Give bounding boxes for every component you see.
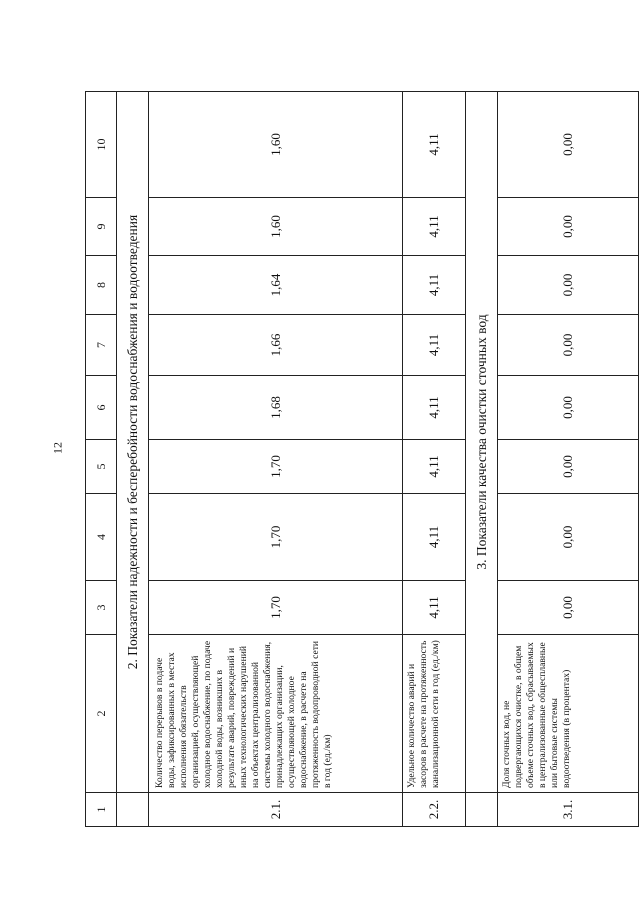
row-value: 0,00: [498, 376, 639, 440]
row-value: 4,11: [403, 256, 466, 315]
column-header: 10: [86, 92, 117, 198]
row-description: Удельное количество аварий и засоров в расчете на протяженность канализационной сети в год (ед./км): [403, 635, 466, 793]
section-row: [117, 92, 149, 827]
column-header: 8: [86, 256, 117, 315]
column-header: 2: [86, 635, 117, 793]
row-value: 1,70: [149, 581, 403, 635]
row-value: 0,00: [498, 198, 639, 256]
row-value: 1,66: [149, 315, 403, 376]
column-header: 7: [86, 315, 117, 376]
table-row: [403, 92, 466, 827]
column-header: 4: [86, 494, 117, 581]
table-row: [149, 92, 403, 827]
row-value: 4,11: [403, 494, 466, 581]
row-value: 4,11: [403, 376, 466, 440]
row-value: 1,68: [149, 376, 403, 440]
section-title: 3. Показатели качества очистки сточных вод: [466, 92, 498, 793]
column-header: 9: [86, 198, 117, 256]
row-value: 0,00: [498, 256, 639, 315]
page-number: 12: [50, 442, 65, 454]
column-header-row: [86, 92, 117, 827]
row-value: 1,70: [149, 440, 403, 494]
row-value: 0,00: [498, 92, 639, 198]
column-header: 5: [86, 440, 117, 494]
row-value: 0,00: [498, 440, 639, 494]
row-value: 0,00: [498, 315, 639, 376]
row-value: 4,11: [403, 581, 466, 635]
indicators-table: [85, 91, 639, 827]
row-number: 3.1.: [498, 793, 639, 827]
row-number: 2.1.: [149, 793, 403, 827]
row-value: 0,00: [498, 494, 639, 581]
row-value: 1,64: [149, 256, 403, 315]
row-number: 2.2.: [403, 793, 466, 827]
section-spacer: [466, 793, 498, 827]
row-value: 4,11: [403, 315, 466, 376]
column-header: 3: [86, 581, 117, 635]
row-value: 4,11: [403, 92, 466, 198]
section-spacer: [117, 793, 149, 827]
row-value: 4,11: [403, 198, 466, 256]
row-value: 1,70: [149, 494, 403, 581]
row-value: 4,11: [403, 440, 466, 494]
column-header: 1: [86, 793, 117, 827]
section-title: 2. Показатели надежности и бесперебойности водоснабжения и водоотведения: [117, 92, 149, 793]
row-description: Количество перерывов в подаче воды, зафиксированных в местах исполнения обязательств организацией, осуществляющей холодное водоснабжение, по подаче холодной воды, возникших в результате аварий, повреждений и иных технологических нарушений на объектах централизованной системы холодного водоснабжения, принадлежащих организации, осуществляющей холодное водоснабжение, в расчете на протяженность водопроводной сети в год (ед./км): [149, 635, 403, 793]
row-description: Доля сточных вод, не подвергающихся очистке, в общем объеме сточных вод, сбрасываемых в централизованные общесплавные или бытовые системы водоотведения (в процентах): [498, 635, 639, 793]
column-header: 6: [86, 376, 117, 440]
table-row: [498, 92, 639, 827]
section-row: [466, 92, 498, 827]
row-value: 0,00: [498, 581, 639, 635]
rotated-table-wrapper: [85, 92, 617, 827]
row-value: 1,60: [149, 92, 403, 198]
row-value: 1,60: [149, 198, 403, 256]
